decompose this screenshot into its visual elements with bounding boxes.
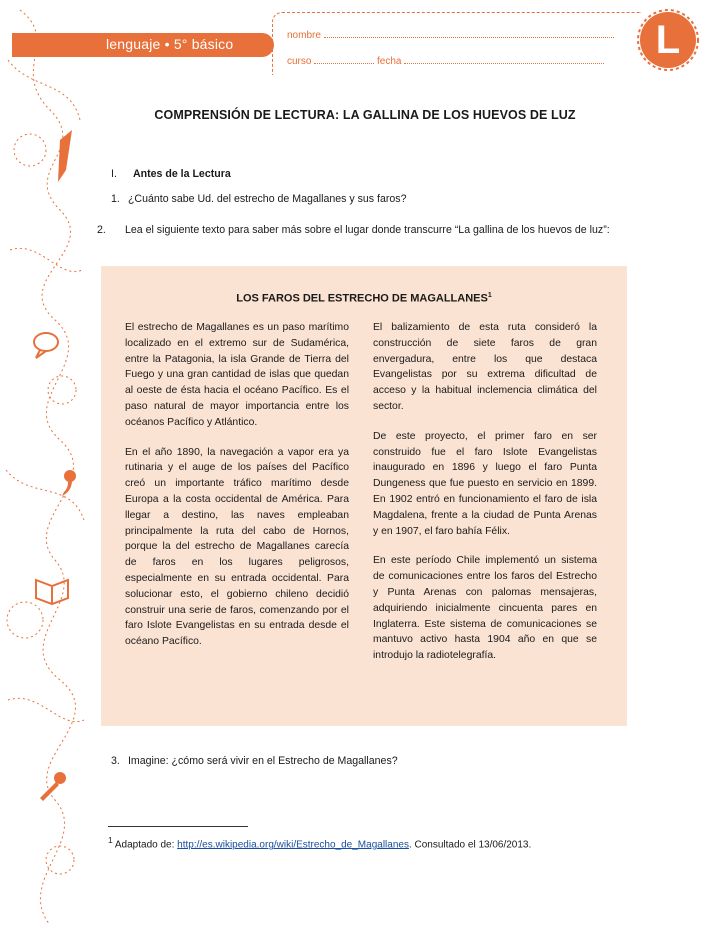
student-info-form — [272, 12, 641, 75]
course-field[interactable] — [314, 55, 374, 64]
microphone-icon — [40, 772, 66, 801]
subject-logo — [636, 8, 700, 72]
footnote-prefix: Adaptado de: — [114, 839, 175, 851]
paragraph: En este período Chile implementó un sistema de comunicaciones entre los faros del Estrecho y Punta Arenas con palomas mensajeras, adquiriendo inicialmente cincuenta pares en Inglaterra. Este sistema de comunicaciones se mantuvo activo hasta 1904 año en que se introdujo la radiotelegrafía. — [373, 555, 597, 662]
source-link[interactable]: http://es.wikipedia.org/wiki/Estrecho_de_Magallanes — [177, 839, 409, 851]
question-number: 3. — [111, 755, 120, 767]
reading-column-left — [125, 320, 349, 664]
subject-label: lenguaje • 5° básico — [106, 36, 234, 52]
name-label: nombre — [287, 30, 321, 41]
question-number: 1. — [111, 193, 120, 205]
open-book-icon — [36, 580, 68, 604]
section-label: Antes de la Lectura — [133, 168, 231, 180]
comma-icon — [62, 470, 76, 496]
logo-letter: L — [640, 12, 696, 68]
footnote-mark: 1 — [108, 835, 113, 845]
question-text: ¿Cuánto sabe Ud. del estrecho de Magallanes y sus faros? — [127, 193, 407, 205]
name-field[interactable] — [324, 29, 614, 38]
question-text: Imagine: ¿cómo será vivir en el Estrecho de Magallanes? — [127, 755, 398, 767]
course-date-row — [287, 55, 604, 67]
reading-title — [101, 292, 627, 305]
decorative-border — [0, 0, 92, 932]
page-title: COMPRENSIÓN DE LECTURA: LA GALLINA DE LOS HUEVOS DE LUZ — [154, 108, 576, 122]
speech-bubble-icon — [34, 333, 58, 358]
reading-box — [101, 266, 627, 726]
subject-tab — [12, 33, 274, 57]
question-3 — [111, 753, 398, 769]
footnote-divider — [108, 826, 248, 827]
course-label: curso — [287, 56, 312, 67]
date-field[interactable] — [404, 55, 604, 64]
footnote-ref[interactable]: 1 — [487, 292, 492, 299]
question-2 — [97, 222, 621, 238]
question-number: 2. — [97, 224, 106, 236]
paragraph: El balizamiento de esta ruta consideró la construcción de siete faros de gran envergadura, entre los que destaca Evangelistas por su extrema dificultad de acceso y la habitual inclemencia climática del sector. — [373, 322, 597, 412]
reading-title-text: LOS FAROS DEL ESTRECHO DE MAGALLANES — [236, 292, 488, 305]
section-number: I. — [111, 168, 117, 180]
name-row — [287, 29, 614, 41]
footnote — [108, 835, 531, 850]
paragraph: De este proyecto, el primer faro en ser construido fue el faro Islote Evangelistas inaugurado en 1896 y luego el faro Punta Dungeness que fue puesto en servicio en 1899. En 1902 entró en funcionamiento el faro de isla Magdalena, frente a la ciudad de Punta Arenas y en 1907, el faro bahía Félix. — [373, 430, 597, 537]
date-label: fecha — [377, 56, 402, 67]
question-text: Lea el siguiente texto para saber más sobre el lugar donde transcurre “La gallina de los huevos de luz”: — [125, 224, 610, 236]
question-1 — [111, 191, 407, 207]
paragraph: El estrecho de Magallanes es un paso marítimo localizado en el extremo sur de Sudamérica, entre la Patagonia, la isla Grande de Tierra del Fuego y una gran cantidad de islas que quedan al oeste de ésta hacia el océano Pacífico. Es el paso natural de mayor importancia entre los océanos Pacífico y Atlántico. — [125, 322, 349, 428]
section-heading — [111, 166, 231, 182]
footnote-suffix: . Consultado el 13/06/2013. — [408, 839, 532, 851]
reading-column-right — [373, 320, 597, 678]
paragraph: En el año 1890, la navegación a vapor era ya rutinaria y el auge de los países del Pacífico creó un importante tráfico marítimo desde Europa a la costa occidental de América. Para llegar a destino, las naves empleaban principalmente la ruta del cabo de Hornos, porque la del estrecho de Magallanes carecía de faros en los lugares peligrosos, especialmente en su entrada occidental. Para solucionar esto, el gobierno chileno decidió construir una serie de faros, comenzando por el faro Islote Evangelistas en su entrada desde el océano Pacífico. — [125, 446, 349, 648]
feather-pen-icon — [58, 130, 72, 182]
